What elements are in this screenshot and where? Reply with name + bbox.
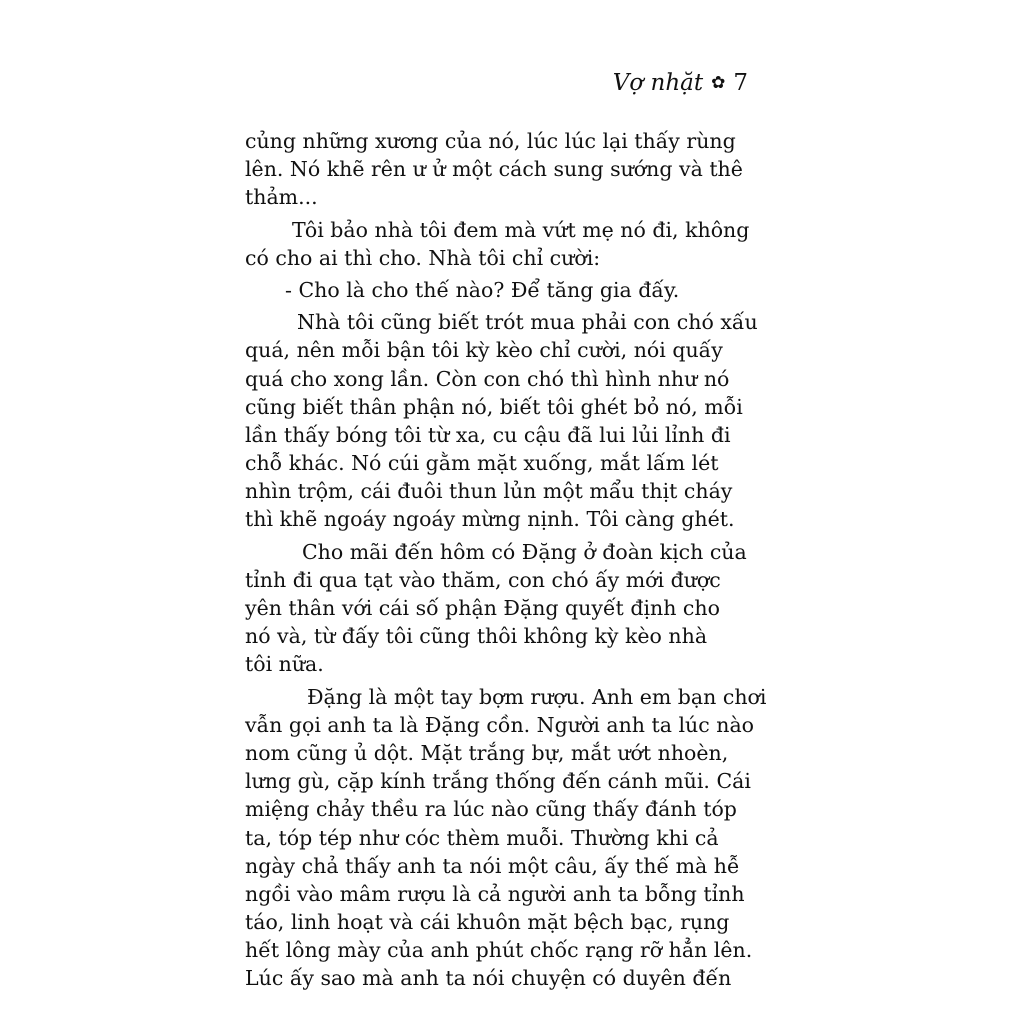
body-text [245, 127, 775, 993]
text-line: quá, nên mỗi bận tôi kỳ kèo chỉ cười, nói quấy [245, 338, 723, 363]
text-line: thảm... [245, 185, 318, 210]
text-line: lần thấy bóng tôi từ xa, cu cậu đã lui lủi lỉnh đi [245, 422, 731, 447]
text-line: Cho mãi đến hôm có Đặng ở đoàn kịch của [302, 539, 747, 564]
text-line: ngồi vào mâm rượu là cả người anh ta bỗng tỉnh [245, 881, 745, 906]
page-number: 7 [733, 70, 748, 96]
text-line: táo, linh hoạt và cái khuôn mặt bệch bạc, rụng [245, 910, 730, 935]
running-header [613, 66, 748, 100]
text-line: củng những xương của nó, lúc lúc lại thấy rùng [245, 129, 736, 153]
text-line: vẫn gọi anh ta là Đặng cồn. Người anh ta lúc nào [245, 712, 755, 737]
text-line: miệng chảy thều ra lúc nào cũng thấy đánh tóp [245, 797, 737, 822]
text-line: ta, tóp tép như cóc thèm muỗi. Thường khi cả [245, 825, 719, 850]
text-line: tỉnh đi qua tạt vào thăm, con chó ấy mới được [245, 567, 721, 592]
text-line: Tôi bảo nhà tôi đem mà vứt mẹ nó đi, không [292, 217, 750, 242]
text-line: lên. Nó khẽ rên ư ử một cách sung sướng và thê [245, 157, 743, 182]
text-line: tôi nữa. [245, 652, 324, 677]
text-line: yên thân với cái số phận Đặng quyết định cho [245, 596, 720, 620]
dialogue-line: - Cho là cho thế nào? Để tăng gia đấy. [285, 277, 680, 302]
text-line: Lúc ấy sao mà anh ta nói chuyện có duyên đến [245, 966, 732, 991]
text-line: hết lông mày của anh phút chốc rạng rỡ hẳn lên. [245, 938, 753, 963]
text-line: ngày chả thấy anh ta nói một câu, ấy thế mà hễ [245, 853, 740, 878]
text-line: Đặng là một tay bợm rượu. Anh em bạn chơi [307, 684, 767, 709]
text-line: nhìn trộm, cái đuôi thun lủn một mẩu thịt cháy [245, 479, 733, 504]
text-line: thì khẽ ngoáy ngoáy mừng nịnh. Tôi càng ghét. [245, 507, 735, 532]
text-line: nom cũng ủ dột. Mặt trắng bự, mắt ướt nhoèn, [245, 740, 729, 765]
flower-ornament-icon: ✿ [711, 72, 726, 93]
text-line: có cho ai thì cho. Nhà tôi chỉ cười: [245, 245, 601, 270]
text-line: lưng gù, cặp kính trắng thống đến cánh mũi. Cái [245, 769, 751, 794]
chapter-title: Vợ nhặt [612, 70, 704, 96]
text-line: chỗ khác. Nó cúi gằm mặt xuống, mắt lấm lét [245, 451, 719, 476]
text-line: quá cho xong lần. Còn con chó thì hình như nó [245, 366, 730, 391]
text-line: cũng biết thân phận nó, biết tôi ghét bỏ nó, mỗi [245, 394, 743, 419]
text-line: Nhà tôi cũng biết trót mua phải con chó xấu [297, 310, 758, 335]
text-line: nó và, từ đấy tôi cũng thôi không kỳ kèo nhà [245, 624, 708, 649]
